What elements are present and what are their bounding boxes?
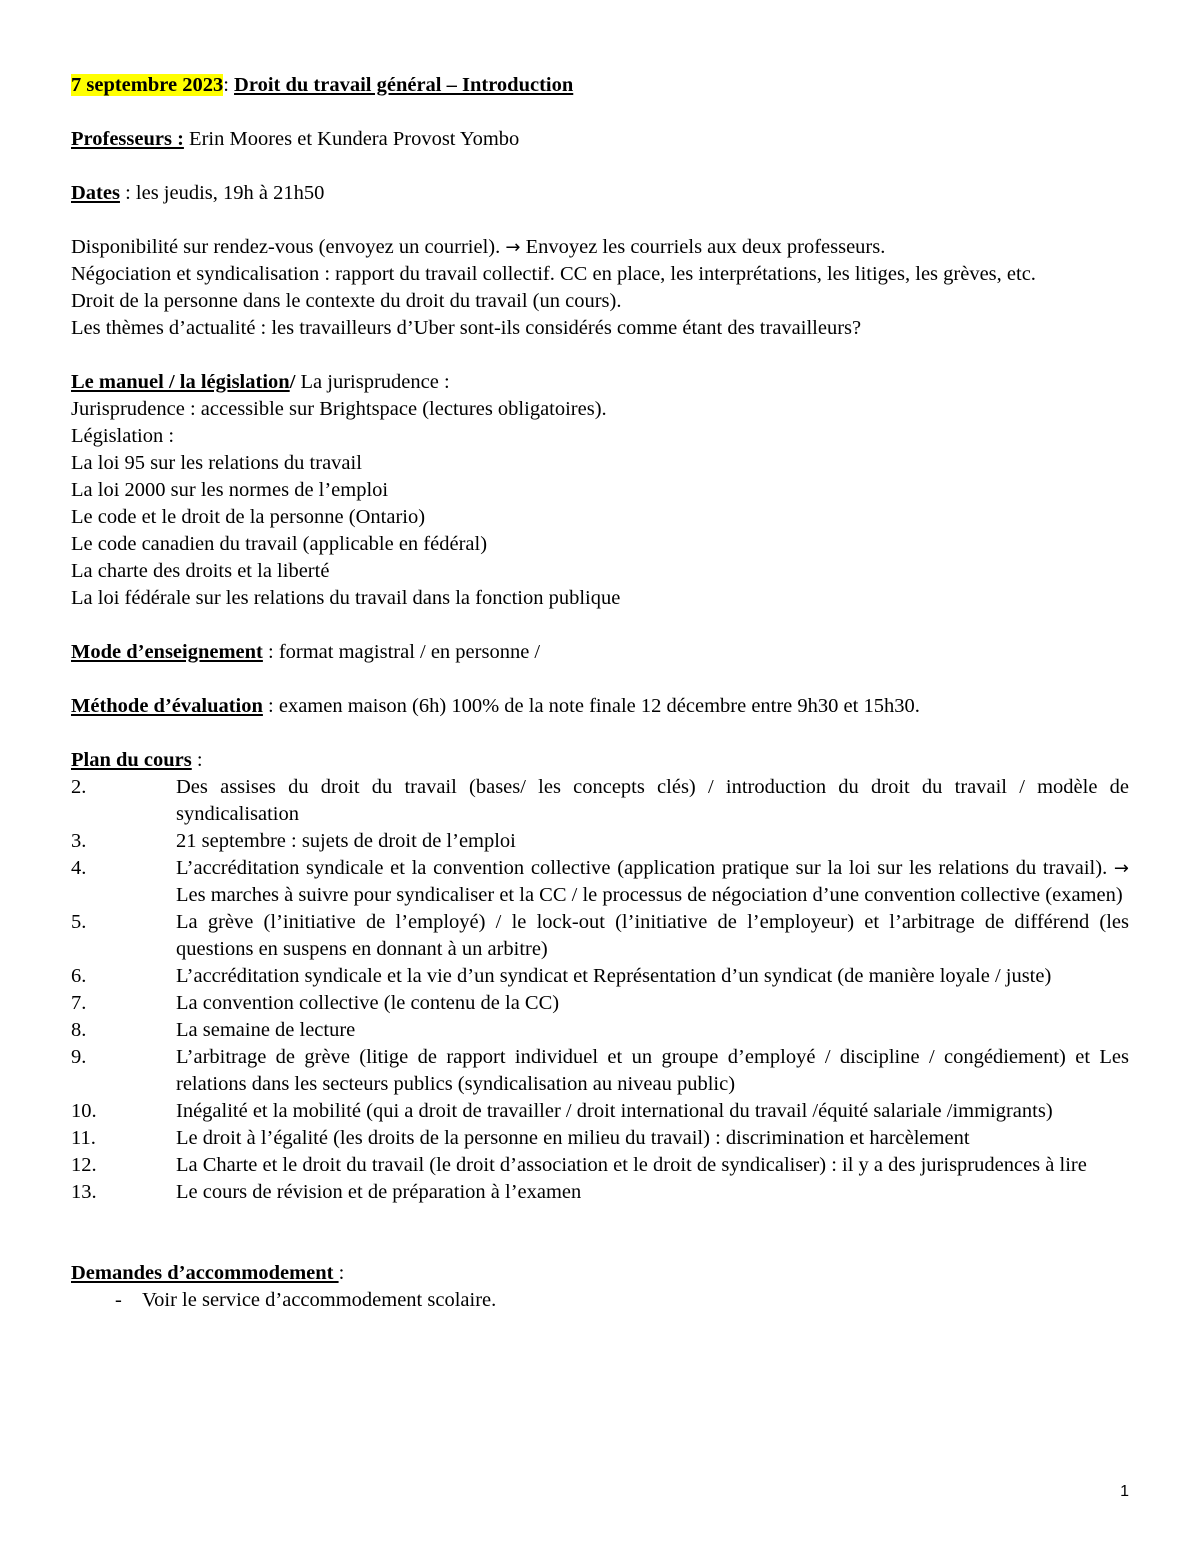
plan-suffix: :: [191, 749, 203, 771]
manual-rest: La jurisprudence :: [295, 371, 450, 393]
list-item-text: L’accréditation syndicale et la vie d’un syndicat et Représentation d’un syndicat (de manière loyale / juste): [176, 965, 1052, 987]
list-item-text: L’accréditation syndicale et la convention collective (application pratique sur la loi sur les relations du travail).: [176, 857, 1108, 879]
availability-line: [71, 234, 1129, 261]
dash-bullet: -: [115, 1289, 122, 1311]
header-separator: :: [223, 74, 235, 96]
evaluation-label: Méthode d’évaluation: [71, 695, 263, 717]
list-item: [71, 963, 1129, 990]
law-item: La loi 2000 sur les normes de l’emploi: [71, 479, 389, 501]
page-number: 1: [1120, 1483, 1129, 1500]
list-item: [71, 828, 1129, 855]
list-item-text: Voir le service d’accommodement scolaire.: [142, 1289, 497, 1311]
professors-value: Erin Moores et Kundera Provost Yombo: [183, 128, 520, 150]
header-title: Droit du travail général – Introduction: [234, 74, 574, 96]
professors-line: [71, 126, 1129, 153]
list-number: 12.: [71, 1154, 97, 1176]
list-item-text: Inégalité et la mobilité (qui a droit de travailler / droit international du travail /équité salariale /immigrants): [176, 1100, 1053, 1122]
list-item: [71, 1044, 1129, 1098]
accommodation-suffix: :: [338, 1262, 345, 1284]
evaluation-line: [71, 693, 1129, 720]
list-item-text-continued: Les marches à suivre pour syndicaliser et la CC / le processus de négociation d’une convention collective (examen): [176, 884, 1123, 906]
law-item: La loi fédérale sur les relations du travail dans la fonction publique: [71, 587, 621, 609]
availability-text: Disponibilité sur rendez-vous (envoyez un courriel).: [71, 236, 506, 258]
arrow-icon: →: [1113, 858, 1130, 879]
accommodation-heading: [71, 1260, 1129, 1287]
law-item: La charte des droits et la liberté: [71, 560, 330, 582]
list-item: [71, 1017, 1129, 1044]
manual-slash: /: [289, 371, 296, 393]
list-number: 2.: [71, 776, 87, 798]
list-item: [71, 909, 1129, 963]
negotiation-paragraph: Négociation et syndicalisation : rapport du travail collectif. CC en place, les interprétations, les litiges, les grèves, etc.: [71, 263, 1036, 285]
evaluation-value: : examen maison (6h) 100% de la note finale 12 décembre entre 9h30 et 15h30.: [262, 695, 920, 717]
dates-value: : les jeudis, 19h à 21h50: [119, 182, 325, 204]
jurisprudence-line: Jurisprudence : accessible sur Brightspace (lectures obligatoires).: [71, 398, 607, 420]
document-page: [71, 72, 1129, 1314]
list-number: 7.: [71, 992, 87, 1014]
list-number: 6.: [71, 965, 87, 987]
list-item: [71, 1125, 1129, 1152]
list-item: [71, 855, 1129, 909]
list-number: 11.: [71, 1127, 96, 1149]
legislation-label: Législation :: [71, 425, 175, 447]
list-number: 13.: [71, 1181, 97, 1203]
person-law-line: Droit de la personne dans le contexte du droit du travail (un cours).: [71, 290, 622, 312]
list-item-text: Le cours de révision et de préparation à l’examen: [176, 1181, 582, 1203]
manual-label: Le manuel / la législation: [71, 371, 290, 393]
list-item: [71, 1152, 1129, 1179]
arrow-icon: →: [505, 237, 521, 258]
list-item-text: La semaine de lecture: [176, 1019, 356, 1041]
course-plan-list: [71, 774, 1129, 1206]
list-item-text: La Charte et le droit du travail (le droit d’association et le droit de syndicaliser) : il y a des jurisprudences à lire: [176, 1154, 1087, 1176]
list-item: [71, 1179, 1129, 1206]
teaching-value: : format magistral / en personne /: [262, 641, 541, 663]
current-topics-line: Les thèmes d’actualité : les travailleurs d’Uber sont-ils considérés comme étant des travailleurs?: [71, 317, 862, 339]
professors-label: Professeurs :: [71, 128, 184, 150]
accommodation-list: [71, 1287, 1129, 1314]
law-item: La loi 95 sur les relations du travail: [71, 452, 362, 474]
list-number: 8.: [71, 1019, 87, 1041]
law-item: Le code canadien du travail (applicable en fédéral): [71, 533, 488, 555]
list-item-text: L’arbitrage de grève (litige de rapport individuel et un groupe d’employé / discipline / congédiement) et Les relations dans les secteurs publics (syndicalisation au niveau public): [176, 1046, 1129, 1095]
list-item-text: La grève (l’initiative de l’employé) / le lock-out (l’initiative de l’employeur) et l’arbitrage de différend (les questions en suspens en donnant à un arbitre): [176, 911, 1129, 960]
list-number: 9.: [71, 1046, 87, 1068]
list-item: [71, 1287, 1129, 1314]
list-item-text: 21 septembre : sujets de droit de l’emploi: [176, 830, 516, 852]
teaching-label: Mode d’enseignement: [71, 641, 263, 663]
dates-line: [71, 180, 1129, 207]
availability-note: Envoyez les courriels aux deux professeurs.: [520, 236, 886, 258]
header-date: 7 septembre 2023: [71, 74, 224, 96]
list-item-text: La convention collective (le contenu de la CC): [176, 992, 560, 1014]
list-item: [71, 990, 1129, 1017]
accommodation-label: Demandes d’accommodement: [71, 1262, 339, 1284]
plan-heading: [71, 747, 1129, 774]
document-header: [71, 72, 1129, 99]
list-item: [71, 774, 1129, 828]
list-item-text: Le droit à l’égalité (les droits de la personne en milieu du travail) : discrimination et harcèlement: [176, 1127, 970, 1149]
dates-label: Dates: [71, 182, 120, 204]
list-number: 5.: [71, 911, 87, 933]
list-item: [71, 1098, 1129, 1125]
list-number: 10.: [71, 1100, 97, 1122]
list-number: 4.: [71, 857, 87, 879]
list-number: 3.: [71, 830, 87, 852]
teaching-line: [71, 639, 1129, 666]
plan-label: Plan du cours: [71, 749, 192, 771]
list-item-text: Des assises du droit du travail (bases/ les concepts clés) / introduction du droit du travail / modèle de syndicalisation: [176, 776, 1129, 825]
law-item: Le code et le droit de la personne (Ontario): [71, 506, 426, 528]
manual-heading: [71, 369, 1129, 396]
